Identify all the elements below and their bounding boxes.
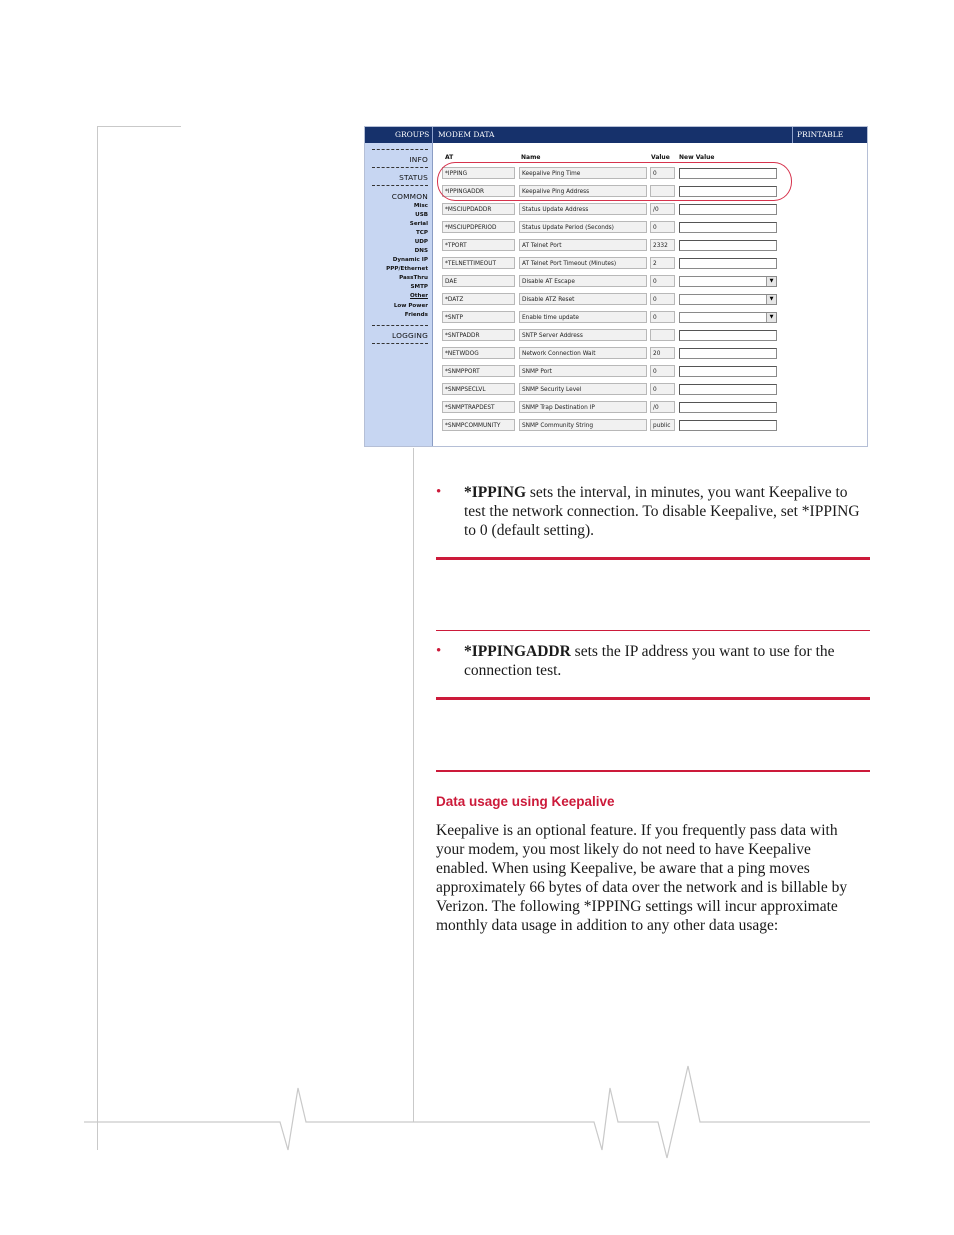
bullet-text: sets the IP address you want to use for the connection test.	[464, 643, 835, 679]
row-at-cell: *TELNETTIMEOUT	[442, 257, 515, 269]
new-value-input[interactable]	[679, 366, 777, 377]
row-at-cell: *IPPING	[442, 167, 515, 179]
row-value-cell: 0	[650, 311, 675, 323]
tab-groups[interactable]: GROUPS	[395, 130, 430, 139]
row-at-cell: *MSCIUPDPERIOD	[442, 221, 515, 233]
row-name-cell: AT Telnet Port Timeout (Minutes)	[519, 257, 647, 269]
section-rule	[436, 770, 870, 772]
column-header-name: Name	[521, 154, 541, 161]
sidebar-item-ppp-ethernet[interactable]: PPP/Ethernet	[386, 266, 428, 272]
tab-modem-data[interactable]: MODEM DATA	[438, 130, 495, 139]
new-value-select[interactable]	[679, 294, 777, 305]
chevron-down-icon[interactable]: ▼	[766, 277, 776, 286]
sidebar-item-status[interactable]: STATUS	[399, 173, 428, 182]
row-name-cell: SNMP Security Level	[519, 383, 647, 395]
row-name-cell: SNTP Server Address	[519, 329, 647, 341]
row-at-cell: *SNMPTRAPDEST	[442, 401, 515, 413]
sidebar-item-tcp[interactable]: TCP	[415, 230, 428, 236]
section-heading: Data usage using Keepalive	[436, 794, 615, 809]
bullet-marker: •	[436, 643, 442, 659]
sidebar-divider	[372, 325, 428, 326]
row-at-cell: *SNTPADDR	[442, 329, 515, 341]
sidebar-item-usb[interactable]: USB	[415, 212, 428, 218]
page-frame-top	[97, 126, 181, 127]
sidebar-item-udp[interactable]: UDP	[414, 239, 428, 245]
bullet-term: *IPPING	[464, 484, 526, 501]
row-value-cell: 0	[650, 365, 675, 377]
new-value-input[interactable]	[679, 204, 777, 215]
note-rule	[436, 697, 870, 700]
row-at-cell: *TPORT	[442, 239, 515, 251]
highlight-ellipse	[437, 162, 792, 201]
page-frame-left	[97, 126, 98, 1150]
column-header-new-value: New Value	[679, 154, 715, 161]
row-at-cell: *MSCIUPDADDR	[442, 203, 515, 215]
row-value-cell: /0	[650, 401, 675, 413]
sidebar-item-other[interactable]: Other	[410, 293, 428, 299]
screenshot-sidebar	[365, 143, 433, 447]
sidebar-item-misc[interactable]: Misc	[413, 203, 428, 209]
bullet-term: *IPPINGADDR	[464, 643, 571, 660]
row-at-cell: *IPPINGADDR	[442, 185, 515, 197]
sidebar-divider	[372, 167, 428, 168]
bullet-marker: •	[436, 484, 442, 500]
row-name-cell: Network Connection Wait	[519, 347, 647, 359]
row-value-cell: 2	[650, 257, 675, 269]
sidebar-divider	[372, 343, 428, 344]
row-at-cell: *NETWDOG	[442, 347, 515, 359]
row-value-cell	[650, 329, 675, 341]
column-divider	[413, 448, 414, 1122]
sidebar-divider	[372, 149, 428, 150]
new-value-input[interactable]	[679, 240, 777, 251]
row-name-cell: Keepalive Ping Address	[519, 185, 647, 197]
row-name-cell: Status Update Period (Seconds)	[519, 221, 647, 233]
row-value-cell: 0	[650, 293, 675, 305]
row-at-cell: *SNMPCOMMUNITY	[442, 419, 515, 431]
bullet-text: sets the interval, in minutes, you want Keepalive to test the network connection. To disable Keepalive, set *IPPING to 0 (default setting).	[464, 484, 860, 539]
new-value-select[interactable]	[679, 312, 777, 323]
new-value-input[interactable]	[679, 222, 777, 233]
row-at-cell: *SNTP	[442, 311, 515, 323]
row-value-cell: 20	[650, 347, 675, 359]
row-value-cell: 2332	[650, 239, 675, 251]
bullet-ipping	[464, 483, 872, 540]
row-name-cell: Disable AT Escape	[519, 275, 647, 287]
row-value-cell: 0	[650, 383, 675, 395]
sidebar-item-friends[interactable]: Friends	[404, 312, 428, 318]
new-value-input[interactable]	[679, 330, 777, 341]
column-header-at: AT	[445, 154, 454, 161]
sidebar-divider	[372, 185, 428, 186]
row-name-cell: Disable ATZ Reset	[519, 293, 647, 305]
modem-data-screenshot	[364, 126, 868, 447]
footer-pulse-line	[84, 1060, 874, 1160]
row-value-cell: public	[650, 419, 675, 431]
row-value-cell: 0	[650, 167, 675, 179]
new-value-input[interactable]	[679, 402, 777, 413]
bullet-ippingaddr	[464, 642, 872, 680]
header-separator	[432, 127, 433, 143]
row-at-cell: *SNMPPORT	[442, 365, 515, 377]
row-at-cell: DAE	[442, 275, 515, 287]
row-name-cell: SNMP Trap Destination IP	[519, 401, 647, 413]
sidebar-item-logging[interactable]: LOGGING	[392, 331, 428, 340]
row-name-cell: Status Update Address	[519, 203, 647, 215]
row-value-cell: 0	[650, 221, 675, 233]
screenshot-header-bar	[365, 127, 867, 155]
row-at-cell: *SNMPSECLVL	[442, 383, 515, 395]
note-rule-thin	[436, 630, 870, 631]
new-value-select[interactable]	[679, 276, 777, 287]
header-separator	[792, 127, 793, 143]
sidebar-item-low-power[interactable]: Low Power	[393, 303, 428, 309]
row-value-cell: /0	[650, 203, 675, 215]
sidebar-item-dns[interactable]: DNS	[414, 248, 428, 254]
sidebar-item-info[interactable]: INFO	[409, 155, 428, 164]
row-name-cell: SNMP Community String	[519, 419, 647, 431]
chevron-down-icon[interactable]: ▼	[766, 313, 776, 322]
sidebar-item-smtp[interactable]: SMTP	[410, 284, 428, 290]
note-rule	[436, 557, 870, 560]
sidebar-item-serial[interactable]: Serial	[409, 221, 428, 227]
new-value-input[interactable]	[679, 348, 777, 359]
section-paragraph: Keepalive is an optional feature. If you frequently pass data with your modem, you most likely do not need to have Keepalive enabled. When using Keepalive, be aware that a ping moves approximately 66 bytes of data over the network and is billable by Verizon. The following *IPPING settings will incur approximate monthly data usage in addition to any other data usage:	[436, 822, 848, 934]
sidebar-item-common[interactable]: COMMON	[391, 192, 428, 201]
row-value-cell: 0	[650, 275, 675, 287]
column-header-value: Value	[651, 154, 670, 161]
new-value-input[interactable]	[679, 384, 777, 395]
sidebar-item-dynamic-ip[interactable]: Dynamic IP	[392, 257, 428, 263]
tab-printable-view[interactable]: PRINTABLE VIEW	[797, 130, 844, 155]
row-at-cell: *DATZ	[442, 293, 515, 305]
row-name-cell: Keepalive Ping Time	[519, 167, 647, 179]
new-value-input[interactable]	[679, 258, 777, 269]
row-name-cell: Enable time update	[519, 311, 647, 323]
row-name-cell: AT Telnet Port	[519, 239, 647, 251]
chevron-down-icon[interactable]: ▼	[766, 295, 776, 304]
sidebar-item-passthru[interactable]: PassThru	[399, 275, 428, 281]
row-name-cell: SNMP Port	[519, 365, 647, 377]
new-value-input[interactable]	[679, 420, 777, 431]
